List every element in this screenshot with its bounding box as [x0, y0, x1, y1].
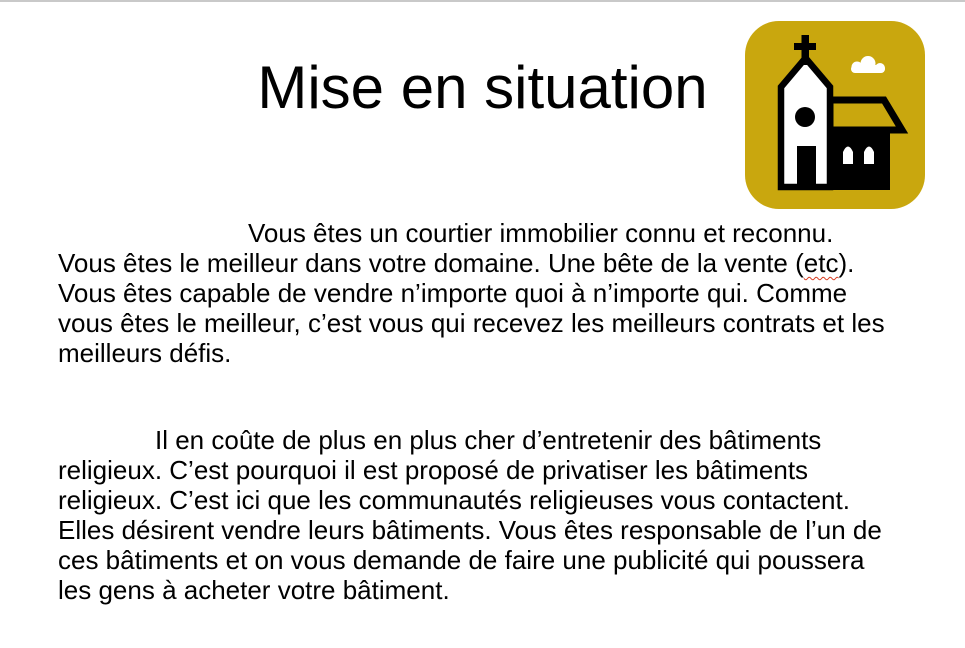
spellcheck-word: etc — [803, 248, 839, 278]
text-line: Il en coûte de plus en plus cher d’entretenir des bâtiments — [155, 425, 822, 455]
canvas-top-border — [0, 0, 965, 2]
body-text-box[interactable] — [58, 218, 938, 605]
slide-title[interactable]: Mise en situation — [257, 54, 708, 121]
text-segment: Vous êtes le meilleur dans votre domaine. Une bête de la vente ( — [58, 248, 804, 278]
text-line: vous êtes le meilleur, c’est vous qui recevez les meilleurs contrats et les — [58, 308, 885, 338]
text-line: Vous êtes capable de vendre n’importe quoi à n’importe qui. Comme — [58, 278, 848, 308]
text-line: religieux. C’est pourquoi il est proposé de privatiser les bâtiments — [58, 455, 809, 485]
church-building — [830, 127, 890, 190]
text-line: ces bâtiments et on vous demande de faire une publicité qui poussera — [58, 545, 865, 575]
text-line: Vous êtes un courtier immobilier connu et reconnu. — [248, 218, 834, 248]
text-line — [58, 248, 938, 278]
paragraph-2 — [58, 425, 938, 605]
text-line: les gens à acheter votre bâtiment. — [58, 575, 450, 605]
text-line: Elles désirent vendre leurs bâtiments. Vous êtes responsable de l’un de — [58, 515, 882, 545]
tower-door — [797, 146, 816, 190]
text-line: meilleurs défis. — [58, 338, 232, 368]
church-icon[interactable] — [745, 21, 925, 209]
church-icon-svg — [745, 21, 925, 209]
text-segment: ). — [838, 248, 855, 278]
paragraph-1 — [58, 218, 938, 368]
tower-round-window — [795, 107, 815, 127]
text-line: religieux. C’est ici que les communautés religieuses vous contactent. — [58, 485, 850, 515]
